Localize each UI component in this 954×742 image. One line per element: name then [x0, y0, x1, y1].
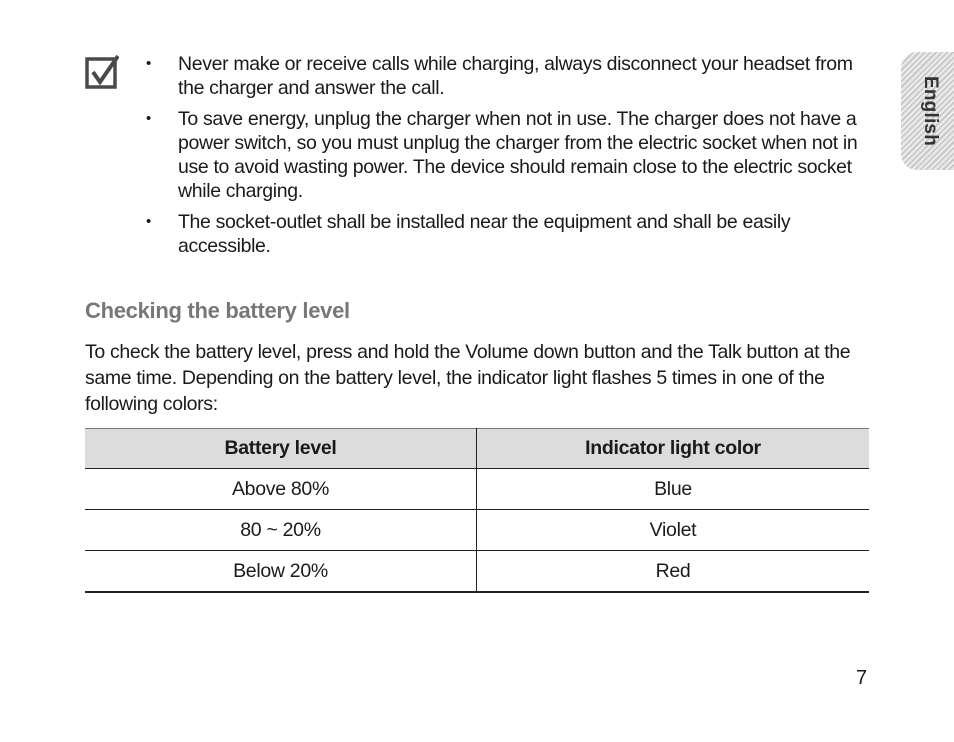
page-number: 7 [856, 667, 868, 689]
table-row [85, 510, 869, 551]
note-bullet-item: • To save energy, unplug the charger when not in use. The charger does not have a power switch, so you must unplug the charger from the electric socket when not in use to avoid wasting power. The device should remain close to the electric socket while charging. [140, 107, 875, 204]
table-row [85, 469, 869, 510]
table-header-row [85, 429, 869, 469]
table-header-cell: Battery level [85, 429, 477, 469]
indicator-color-cell: Blue [477, 469, 870, 510]
battery-level-cell: Above 80% [85, 469, 477, 510]
battery-level-cell: Below 20% [85, 551, 477, 593]
battery-level-table [85, 428, 869, 593]
table-row [85, 551, 869, 593]
note-bullet-item: • The socket-outlet shall be installed near the equipment and shall be easily accessible. [140, 210, 875, 259]
indicator-color-cell: Violet [477, 510, 870, 551]
note-bullet-item: • Never make or receive calls while charging, always disconnect your headset from the charger and answer the call. [140, 52, 875, 101]
language-tab-label: English [920, 75, 941, 147]
section-intro-paragraph: To check the battery level, press and hold the Volume down button and the Talk button at the same time. Depending on the battery level, the indicator light flashes 5 times in one of the following colors: [85, 341, 851, 415]
note-bullet-list [140, 52, 875, 264]
table-header-cell: Indicator light color [477, 429, 870, 469]
checkbox-check-icon [85, 55, 119, 89]
section-heading: Checking the battery level [85, 298, 350, 323]
battery-level-cell: 80 ~ 20% [85, 510, 477, 551]
indicator-color-cell: Red [477, 551, 870, 593]
